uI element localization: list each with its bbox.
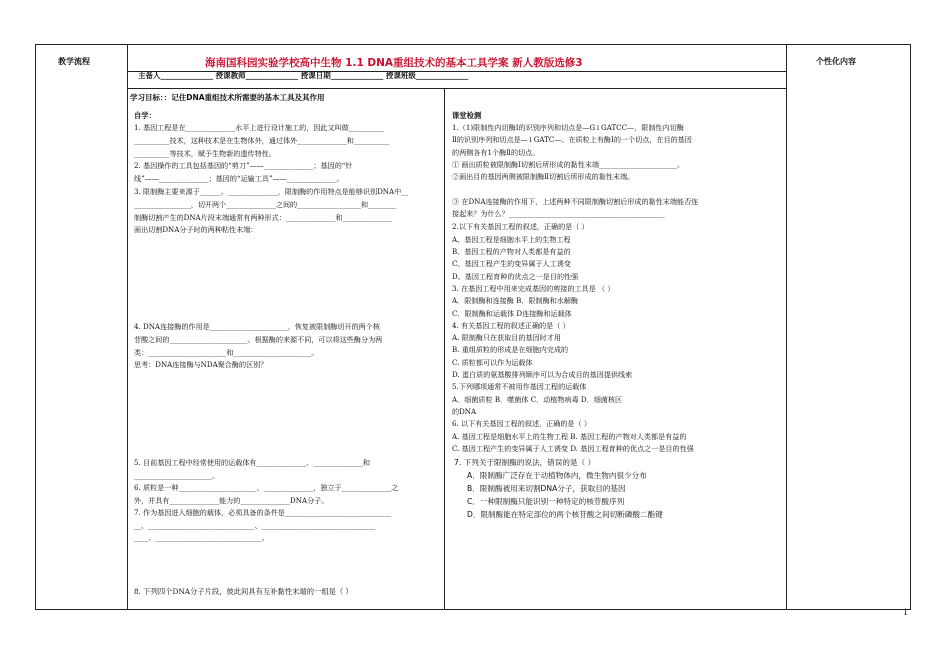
question-4-line: C. 质粒都可以作为运载体 [452, 357, 533, 367]
question-6-line: C. 基因工程产生的变异属于人工诱变 D. 基因工程育种的优点之一是目的性强 [452, 443, 694, 453]
question-5-line: A．细菌质粒 B．噬菌体 C．动植物病毒 D．细菌核区 [452, 394, 623, 404]
self-study-line: __、______________________________、________________________________ [134, 520, 376, 530]
question-7-line: A．限制酶广泛存在于动植物体内，微生物内很少分布 [467, 471, 647, 481]
question-3-line: 3. 在基因工程中用来完成基因的剪接的工具是 （ ） [452, 283, 615, 293]
self-study-line: 制酶切割产生的DNA片段末端通常有两种形式：______________和______________ [134, 212, 393, 222]
question-6-line: 6. 以下有关基因工程的叙述，正确的是（ ） [452, 419, 591, 429]
question-7-line: C．一种限制酶只能识别一种特定的核苷酸序列 [467, 497, 625, 507]
question-4-line: B. 重组质粒的形成是在细胞内完成的 [452, 345, 569, 355]
question-1-line: 接起来？为什么？____________________________________________ [452, 209, 665, 219]
self-study-line: 画出切割DNA分子时的两种粘性末端： [134, 225, 258, 235]
self-study-line: ____、______________________________。 [134, 533, 269, 542]
learning-objective: 学习目标：：记住DNA重组技术所需要的基本工具及其作用 [130, 93, 325, 102]
right-column-header: 个性化内容 [816, 57, 856, 66]
objective-rule [127, 88, 786, 89]
question-2-line: D、基因工程育种的优点之一是目的性强 [452, 271, 579, 281]
question-1-line: ②画出目的基因两侧被限制酶Ⅱ切割后所形成的黏性末端。 [452, 172, 635, 182]
question-8: 8. 下列四个DNA分子片段，彼此间具有互补黏性末端的一组是（ ） [134, 587, 353, 596]
self-study-line: 苷酸之间的______________________。根据酶的来源不同，可以将这些酶分为两 [134, 334, 383, 344]
question-3-line: A．限制酶和连接酶 B．限制酶和水解酶 [452, 296, 579, 306]
self-study-line: 1. 基因工程是在______________水平上进行设计施工的，因此又叫做__________ [134, 123, 385, 132]
self-study-heading: 自学： [134, 111, 156, 120]
question-7-line: D．限制酶能在特定部位的两个核苷酸之间切断磷酸二酯键 [467, 510, 663, 520]
question-1-line: 的两侧各有1个酶Ⅱ的切点。 [452, 147, 540, 157]
question-3-line: C．限制酶和运载体 D连接酶和运载体 [452, 308, 572, 318]
self-study-line: 6. 质粒是一种______________________、______________，独立于______________之 [134, 483, 399, 492]
column-divider-right [786, 45, 787, 609]
question-5-line: 的DNA [452, 406, 477, 416]
self-study-line: 类：______________________和______________________。 [134, 347, 319, 357]
question-4-line: A. 限制酶只在获取目的基因时才用 [452, 333, 561, 343]
question-1-line: ③ 在DNA连接酶的作用下，上述两种不同限制酶切割后形成的黏性末端能否连 [452, 196, 699, 206]
question-2-line: C、基因工程产生的变异属于人工诱变 [452, 259, 571, 269]
self-study-line: 4. DNA连接酶的作用是______________________，恢复被限制酶切开的两个核 [134, 322, 380, 331]
question-6-line: A. 基因工程是细胞水平上的生物工程 B. 基因工程的产物对人类都是有益的 [452, 431, 687, 441]
document-title: 海南国科园实验学校高中生物 1.1 DNA重组技术的基本工具学案 新人教版选修3 [205, 57, 583, 69]
column-divider-left [127, 45, 128, 609]
self-study-line: ______________________。 [134, 470, 220, 480]
question-7-line: B．限制酶被用来切割DNA分子，获取目的基因 [467, 484, 626, 494]
self-study-line: ________________，切开两个______________之间的__________________和________ [134, 199, 397, 209]
left-column-header: 教学流程 [58, 57, 90, 66]
self-study-line: 7. 作为基因进入细胞的载体，必须具备的条件是______________________________ [134, 508, 392, 517]
question-2-line: A、基因工程是细胞水平上的生物工程 [452, 234, 571, 244]
meta-line: 主备人______________ 授课教师______________ 授课日期______________ 授课班级______________ [138, 71, 469, 80]
self-study-line: 5. 目前基因工程中经常使用的运载体有______________、______________和 [134, 458, 371, 467]
question-1-line: 1.（1)限制性内切酶Ⅰ的识别序列和切点是—G↓GATCC—，限制性内切酶 [452, 123, 684, 132]
question-4-line: D. 蛋白质的氨基酸排列顺序可以为合成目的基因提供线索 [452, 370, 633, 379]
self-study-line: __________等技术，赋予生物新的遗传特性。 [134, 148, 276, 158]
question-1-line: ① 画出质粒被限制酶Ⅰ切割后所形成的黏性末端______________________。 [452, 159, 685, 169]
self-study-line: 2. 基因操作的工具包括基因的“剪刀”——______________；基因的“针 [134, 161, 353, 171]
self-study-line: 线”——______________；基因的“运输工具”——______________。 [134, 174, 344, 184]
self-study-line: 3. 限制酶主要来源于______。______________，限制酶的作用特点是能够识别DNA中__ [134, 187, 409, 196]
question-2-line: B、基因工程的产物对人类都是有益的 [452, 247, 571, 256]
classroom-heading: 课堂检测 [452, 111, 482, 120]
question-7-line: 7. 下列关于限制酶的说法，错误的是（ ） [454, 458, 596, 468]
question-4-line: 4. 有关基因工程的叙述正确的是（ ） [452, 320, 570, 330]
column-divider-middle [444, 88, 445, 609]
self-study-line: 思考：DNA连接酶与NDA聚合酶的区别？ [134, 360, 268, 370]
self-study-line: __________技术，这种技术是在生物体外，通过体外______________和__________ [134, 135, 390, 145]
question-5-line: 5.下列哪项通常不被用作基因工程的运载体 [452, 382, 587, 392]
question-1-line: Ⅱ的识别序列和切点是—↓GATC—。在质粒上有酶Ⅰ的一个切点，在目的基因 [452, 135, 692, 145]
question-2-line: 2.以下有关基因工程的叙述，正确的是（ ） [452, 222, 589, 232]
page-number: 1 [903, 608, 909, 617]
self-study-line: 外，并具有______________能力的______________DNA分子。 [134, 495, 329, 505]
